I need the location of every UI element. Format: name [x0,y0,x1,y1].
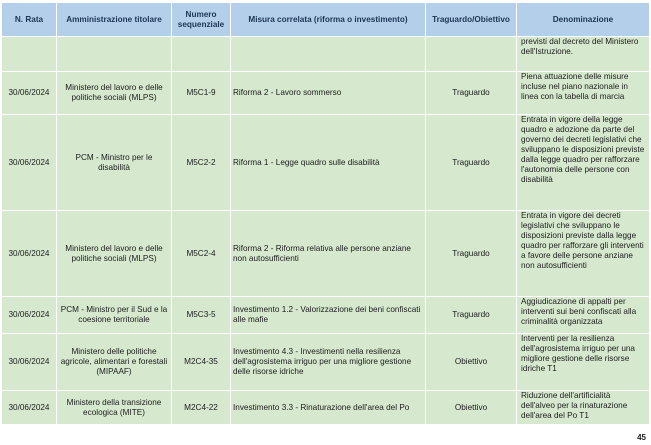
table-row [2,297,650,334]
cell-rata: 30/06/2024 [2,115,57,211]
cell-traguardo: Traguardo [426,297,517,334]
cell-misura: Riforma 2 - Lavoro sommerso [231,72,426,115]
table-header-row [2,3,650,37]
cell-misura: Riforma 2 - Riforma relativa alle persone anziane non autosufficienti [231,211,426,297]
cell-traguardo [426,37,517,72]
cell-amministrazione: Ministero delle politiche agricole, alimentari e forestali (MIPAAF) [57,334,172,391]
cell-misura: Investimento 3.3 - Rinaturazione dell'area del Po [231,391,426,425]
cell-denominazione: Piena attuazione delle misure incluse nel piano nazionale in linea con la tabella di marcia [517,72,650,115]
cell-misura [231,37,426,72]
cell-misura: Investimento 4.3 - Investimenti nella resilienza dell'agrosistema irriguo per una migliore gestione delle risorse idriche [231,334,426,391]
cell-misura: Riforma 1 - Legge quadro sulle disabilità [231,115,426,211]
header-numero-sequenziale: Numero sequenziale [172,3,231,37]
table-row [2,391,650,425]
cell-denominazione: Aggiudicazione di appalti per interventi sui beni confiscati alla criminalità organizzata [517,297,650,334]
cell-traguardo: Traguardo [426,115,517,211]
cell-denominazione: Entrata in vigore dei decreti legislativi che sviluppano le disposizioni previste dalla legge quadro per rafforzare gli interventi a favore delle persone anziane non autosufficienti [517,211,650,297]
cell-denominazione: previsti dal decreto del Ministero dell'Istruzione. [517,37,650,72]
table-row [2,334,650,391]
header-denominazione: Denominazione [517,3,650,37]
cell-amministrazione: Ministero del lavoro e delle politiche sociali (MLPS) [57,211,172,297]
table-row [2,37,650,72]
cell-traguardo: Obiettivo [426,334,517,391]
header-rata: N. Rata [2,3,57,37]
cell-numero: M5C3-5 [172,297,231,334]
cell-amministrazione: PCM - Ministro per il Sud e la coesione territoriale [57,297,172,334]
cell-traguardo: Traguardo [426,72,517,115]
cell-rata: 30/06/2024 [2,211,57,297]
cell-rata: 30/06/2024 [2,391,57,425]
cell-denominazione: Interventi per la resilienza dell'agrosistema irriguo per una migliore gestione delle risorse idriche T1 [517,334,650,391]
cell-numero: M5C1-9 [172,72,231,115]
measures-table [1,2,650,425]
cell-denominazione: Riduzione dell'artificialità dell'alveo per la rinaturazione dell'area del Po T1 [517,391,650,425]
cell-numero: M2C4-35 [172,334,231,391]
cell-amministrazione: PCM - Ministro per le disabilità [57,115,172,211]
page-number: 45 [637,433,646,442]
cell-amministrazione: Ministero del lavoro e delle politiche sociali (MLPS) [57,72,172,115]
cell-rata: 30/06/2024 [2,72,57,115]
cell-numero: M2C4-22 [172,391,231,425]
cell-traguardo: Traguardo [426,211,517,297]
cell-traguardo: Obiettivo [426,391,517,425]
cell-rata: 30/06/2024 [2,334,57,391]
header-traguardo-obiettivo: Traguardo/Obiettivo [426,3,517,37]
cell-rata [2,37,57,72]
cell-numero: M5C2-4 [172,211,231,297]
cell-amministrazione: Ministero della transizione ecologica (MITE) [57,391,172,425]
cell-misura: Investimento 1.2 - Valorizzazione dei beni confiscati alle mafie [231,297,426,334]
cell-numero [172,37,231,72]
table-row [2,72,650,115]
table-row [2,211,650,297]
table-row [2,115,650,211]
cell-amministrazione [57,37,172,72]
header-amministrazione: Amministrazione titolare [57,3,172,37]
cell-rata: 30/06/2024 [2,297,57,334]
cell-numero: M5C2-2 [172,115,231,211]
header-misura: Misura correlata (riforma o investimento) [231,3,426,37]
cell-denominazione: Entrata in vigore della legge quadro e adozione da parte del governo dei decreti legislativi che sviluppano le disposizioni previste dalla legge quadro per rafforzare l'autonomia delle persone con disabilità [517,115,650,211]
